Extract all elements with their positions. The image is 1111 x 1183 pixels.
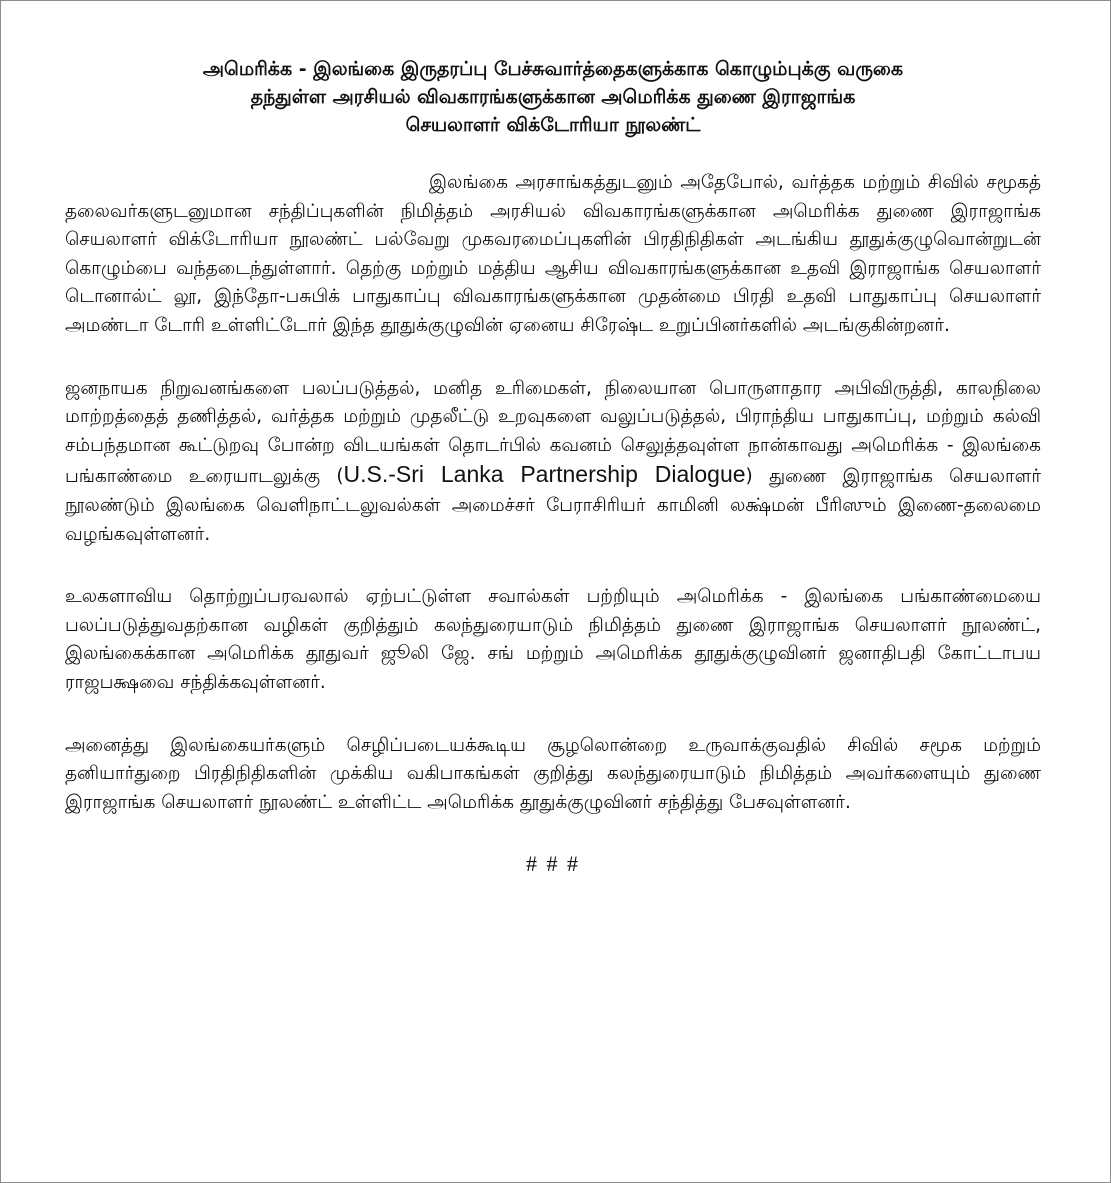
title-line-2: தந்துள்ள அரசியல் விவகாரங்களுக்கான அமெரிக்க துணை இராஜாங்க (250, 86, 856, 108)
paragraph-civil-society-meeting: அனைத்து இலங்கையர்களும் செழிப்படையக்கூடிய சூழலொன்றை உருவாக்குவதில் சிவில் சமூக மற்றும் தனியார்துறை பிரதிநிதிகளின் முக்கிய வகிபாகங்கள் குறித்து கலந்துரையாடும் நிமித்தம் அவர்களையும் துணை இராஜாங்க செயலாளர் நூலண்ட் உள்ளிட்ட அமெரிக்க தூதுக்குழுவினர் சந்தித்து பேசவுள்ளனர். (65, 734, 1041, 813)
document-body (65, 55, 1041, 877)
press-release-title (65, 55, 1041, 139)
partnership-dialogue-english-name: U.S.-Sri Lanka Partnership Dialogue (343, 461, 746, 488)
paragraph-delegation-arrival: இலங்கை அரசாங்கத்துடனும் அதேபோல், வர்த்தக மற்றும் சிவில் சமூகத் தலைவர்களுடனுமான சந்திப்புகளின் நிமித்தம் அரசியல் விவகாரங்களுக்கான அமெரிக்க துணை இராஜாங்க செயலாளர் விக்டோரியா நூலண்ட் பல்வேறு முகவரமைப்புகளின் பிரதிநிதிகள் அடங்கிய தூதுக்குழுவொன்றுடன் கொழும்பை வந்தடைந்துள்ளார். தெற்கு மற்றும் மத்திய ஆசிய விவகாரங்களுக்கான உதவி இராஜாங்க செயலாளர் டொனால்ட் லூ, இந்தோ-பசுபிக் பாதுகாப்பு விவகாரங்களுக்கான முதன்மை பிரதி உதவி பாதுகாப்பு செயலாளர் அமண்டா டோரி உள்ளிட்டோர் இந்த தூதுக்குழுவின் ஏனைய சிரேஷ்ட உறுப்பினர்களில் அடங்குகின்றனர். (65, 172, 1041, 336)
paragraph-2-text-after: ) துணை இராஜாங்க செயலாளர் நூலண்டும் இலங்கை வெளிநாட்டலுவல்கள் அமைச்சர் பேராசிரியர் காமினி லக்ஷ்மன் பீரிஸும் இணை-தலைமை வழங்கவுள்ளனர். (65, 466, 1041, 545)
title-line-1: அமெரிக்க - இலங்கை இருதரப்பு பேச்சுவார்த்தைகளுக்காக கொழும்புக்கு வருகை (202, 58, 904, 80)
end-of-release-mark: # # # (526, 851, 580, 877)
paragraph-partnership-dialogue (65, 375, 1041, 550)
title-line-3: செயலாளர் விக்டோரியா நூலண்ட் (405, 114, 701, 136)
paragraph-2-text-before: ஜனநாயக நிறுவனங்களை பலப்படுத்தல், மனித உரிமைகள், நிலையான பொருளாதார அபிவிருத்தி, காலநிலை மாற்றத்தைத் தணித்தல், வர்த்தக மற்றும் முதலீட்டு உறவுகளை வலுப்படுத்தல், பிராந்திய பாதுகாப்பு, மற்றும் கல்வி சம்பந்தமான கூட்டுறவு போன்ற விடயங்கள் தொடர்பில் கவனம் செலுத்தவுள்ள நான்காவது அமெரிக்க - இலங்கை பங்காண்மை உரையாடலுக்கு ( (65, 377, 1041, 488)
paragraph-president-meeting: உலகளாவிய தொற்றுப்பரவலால் ஏற்பட்டுள்ள சவால்கள் பற்றியும் அமெரிக்க - இலங்கை பங்காண்மையை பலப்படுத்துவதற்கான வழிகள் குறித்தும் கலந்துரையாடும் நிமித்தம் துணை இராஜாங்க செயலாளர் நூலண்ட், இலங்கைக்கான அமெரிக்க தூதுவர் ஜூலி ஜே. சங் மற்றும் அமெரிக்க தூதுக்குழுவினர் ஜனாதிபதி கோட்டாபய ராஜபக்ஷவை சந்திக்கவுள்ளனர். (65, 586, 1041, 693)
